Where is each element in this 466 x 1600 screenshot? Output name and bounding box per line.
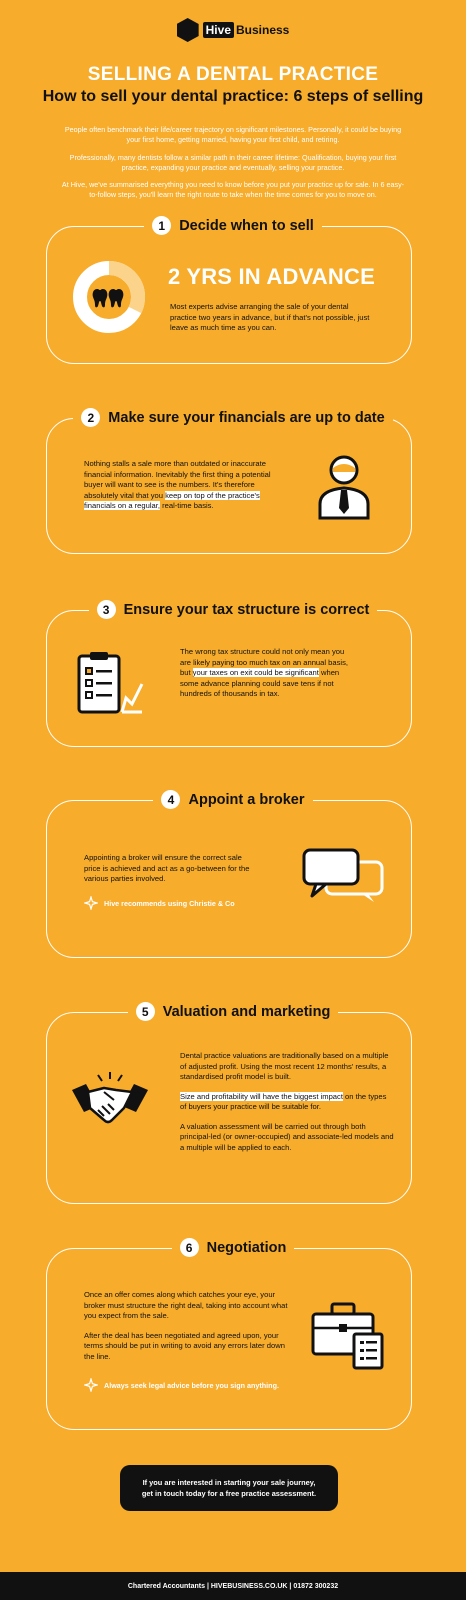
step-5-text-b: on the types of buyers your practice will be suitable for.: [180, 1091, 387, 1111]
intro-paragraph-1: People often benchmark their life/career trajectory on significant milestones. Personally, it could be buying your first home, getting married, having your first child, and retiring.: [64, 125, 402, 144]
step-3-text-highlight: your taxes on exit could be significant: [192, 668, 319, 677]
step-4-header: [0, 790, 466, 809]
step-5-text: [180, 1051, 394, 1153]
step-3-heading: Ensure your tax structure is correct: [123, 601, 370, 618]
intro-paragraph-2: Professionally, many dentists follow a similar path in their career lifetime: Qualification, buying your first practice, expanding your practice and eventually, selling your practice.: [69, 153, 397, 172]
step-1-number: 1: [152, 216, 171, 235]
step-5-paragraph-2: [180, 1092, 394, 1113]
step-6-paragraph-2: After the deal has been negotiated and agreed upon, your terms should be put in writing to avoid any errors later down the line.: [84, 1330, 285, 1361]
step-2-text-a: Nothing stalls a sale more than outdated or inaccurate financial information. Inevitably the first thing a potential buyer will want to see is the numbers. It's therefore absolutely vital that you: [84, 459, 271, 500]
page-title: SELLING A DENTAL PRACTICE: [87, 64, 379, 85]
step-4-number: 4: [161, 790, 180, 809]
step-5-number: 5: [136, 1002, 155, 1021]
step-4-tip-text: Hive recommends using Christie & Co: [104, 898, 235, 908]
step-6-heading: Negotiation: [206, 1239, 287, 1256]
cta-line-2: get in touch today for a free practice assessment.: [141, 1489, 317, 1498]
sparkle-icon: [84, 1378, 98, 1392]
step-5-heading: Valuation and marketing: [162, 1003, 331, 1020]
step-2-header: [0, 408, 466, 427]
checklist-clipboard-icon: [76, 650, 144, 716]
step-6-tip-text: Always seek legal advice before you sign anything.: [104, 1380, 279, 1390]
step-4-tip: [84, 896, 235, 910]
step-5-paragraph-3: A valuation assessment will be carried out through both principal-led (or owner-occupied) and associate-led models and a multiple will be applied to each.: [180, 1121, 394, 1152]
step-5-header: [0, 1002, 466, 1021]
step-2-text-highlight: keep on top of the practice's financials on a regular,: [84, 490, 260, 510]
step-3-number: 3: [97, 600, 116, 619]
footer-bar: [0, 1572, 466, 1600]
handshake-icon: [70, 1070, 150, 1130]
tooth-donut-icon: [72, 260, 146, 334]
step-4-heading: Appoint a broker: [188, 791, 305, 808]
step-3-text-a: The wrong tax structure could not only mean you are likely paying too much tax on an annual basis, but: [180, 647, 349, 677]
step-5-paragraph-1: Dental practice valuations are traditionally based on a multiple of adjusted profit. Using the most recent 12 months' results, a standardised profit model is built.: [180, 1051, 389, 1081]
cta-line-1: If you are interested in starting your sale journey,: [142, 1478, 316, 1487]
speech-bubbles-icon: [302, 848, 384, 904]
step-3-text-b: when some advance planning could save tens if not hundreds of thousands in tax.: [180, 668, 340, 698]
step-3-text: [180, 647, 350, 700]
intro-paragraph-3: At Hive, we've summarised everything you need to know before you put your practice up for sale. In 6 easy-to-follow steps, you'll learn the right route to take when the time comes for you to move on.: [61, 180, 405, 199]
step-6-paragraph-1: Once an offer comes along which catches your eye, your broker must structure the right deal, taking into account what you expect from the sale.: [84, 1290, 288, 1320]
cta-box[interactable]: [120, 1465, 338, 1511]
brand-logo: [0, 18, 466, 42]
step-2-text-b: real-time basis.: [160, 501, 214, 510]
step-1-highlight: 2 YRS IN ADVANCE: [168, 264, 375, 289]
footer-text: Chartered Accountants | HIVEBUSINESS.CO.UK | 01872 300232: [127, 1582, 339, 1590]
step-5-text-highlight: Size and profitability will have the biggest impact: [180, 1091, 343, 1101]
step-3-header: [0, 600, 466, 619]
step-6-number: 6: [180, 1238, 199, 1257]
brand-name: Business: [236, 23, 290, 37]
step-1-text: Most experts advise arranging the sale of your dental practice two years in advance, but if that's not possible, just leave as much time as you can.: [170, 302, 370, 332]
briefcase-icon: [310, 1302, 386, 1372]
step-2-number: 2: [81, 408, 100, 427]
step-2-heading: Make sure your financials are up to date: [108, 409, 385, 426]
page-subtitle: How to sell your dental practice: 6 steps of selling: [42, 88, 424, 105]
businessman-icon: [316, 452, 372, 520]
sparkle-icon: [84, 896, 98, 910]
step-6-text: [84, 1290, 292, 1362]
hive-hex-icon: [177, 18, 199, 42]
step-6-header: [0, 1238, 466, 1257]
step-6-tip: [84, 1378, 279, 1392]
brand-mark: Hive: [203, 22, 234, 38]
step-2-text: [84, 459, 280, 512]
step-1-header: [0, 216, 466, 235]
step-4-text: Appointing a broker will ensure the correct sale price is achieved and act as a go-between for the various parties involved.: [84, 853, 250, 883]
step-1-heading: Decide when to sell: [179, 217, 314, 234]
